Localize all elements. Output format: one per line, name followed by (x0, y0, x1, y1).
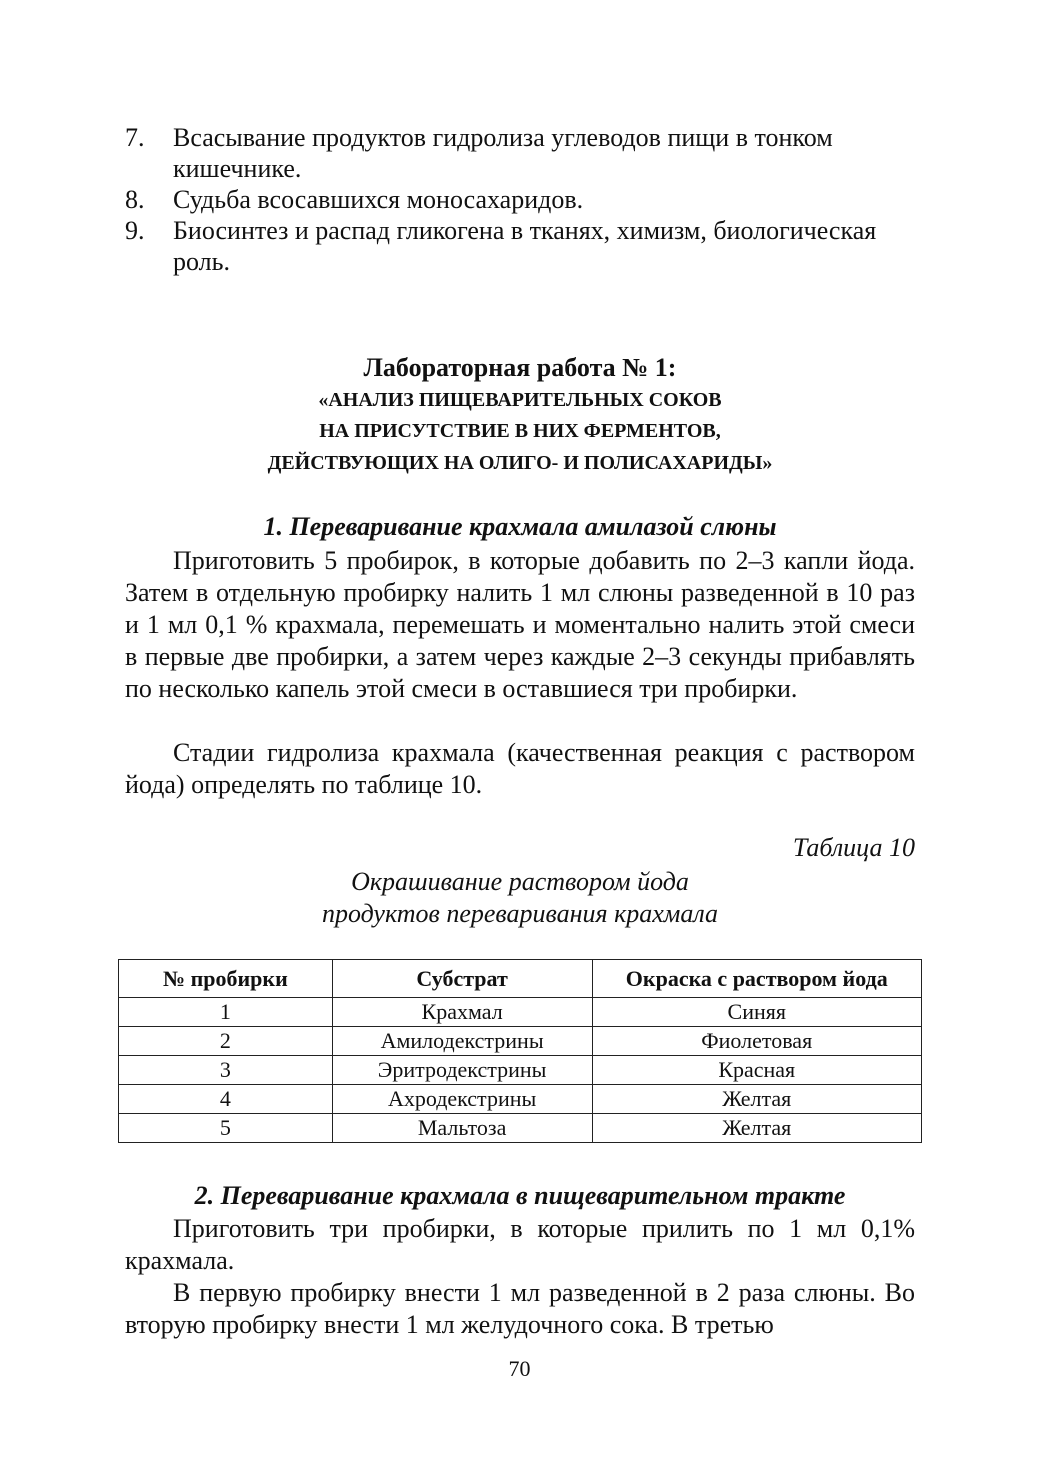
table-cell: 2 (119, 1027, 333, 1056)
table-cell: 3 (119, 1056, 333, 1085)
list-item-number: 8. (125, 185, 145, 214)
paragraph: Приготовить три пробирки, в которые прилить по 1 мл 0,1% крахмала. (125, 1214, 915, 1275)
list-item (125, 184, 920, 215)
table-cell: Крахмал (332, 998, 592, 1027)
lab-subtitle-line: «АНАЛИЗ ПИЩЕВАРИТЕЛЬНЫХ СОКОВ (318, 389, 722, 411)
table-cell: Желтая (592, 1114, 922, 1143)
table-row (119, 1114, 922, 1143)
table-cell: Ахродекстрины (332, 1085, 592, 1114)
lab-subtitle-line: НА ПРИСУТСТВИЕ В НИХ ФЕРМЕНТОВ, (319, 420, 721, 442)
table-label: Таблица 10 (792, 833, 915, 862)
table-caption-line: продуктов переваривания крахмала (321, 899, 719, 928)
table-cell: Синяя (592, 998, 922, 1027)
list-item-text: Всасывание продуктов гидролиза углеводов пищи в тонком кишечнике. (173, 123, 833, 183)
table-cell: Желтая (592, 1085, 922, 1114)
list-item-number: 9. (125, 216, 145, 245)
column-header: № пробирки (119, 960, 333, 998)
lab-title: Лабораторная работа № 1: (363, 353, 677, 382)
table-header-row (119, 960, 922, 998)
section-heading: 1. Переваривание крахмала амилазой слюны (263, 512, 777, 541)
list-item (125, 122, 920, 184)
list-item-text: Судьба всосавшихся моносахаридов. (173, 185, 584, 214)
column-header: Окраска с раствором йода (592, 960, 922, 998)
lab-subtitle-line: ДЕЙСТВУЮЩИХ НА ОЛИГО- И ПОЛИСАХАРИДЫ» (267, 452, 773, 474)
paragraph: В первую пробирку внести 1 мл разведенной в 2 раза слюны. Во вторую пробирку внести 1 мл желудочного сока. В третью (125, 1278, 915, 1339)
table-cell: Фиолетовая (592, 1027, 922, 1056)
table-cell: Амилодекстрины (332, 1027, 592, 1056)
table-caption-line: Окрашивание раствором йода (351, 867, 689, 896)
table-row (119, 1085, 922, 1114)
table-row (119, 1027, 922, 1056)
table-cell: 1 (119, 998, 333, 1027)
list-item (125, 215, 920, 277)
section-heading: 2. Переваривание крахмала в пищеварительном тракте (194, 1181, 846, 1210)
paragraph: Стадии гидролиза крахмала (качественная реакция с раствором йода) определять по таблице 10. (125, 738, 915, 799)
table-cell: 5 (119, 1114, 333, 1143)
question-list (125, 122, 920, 277)
table-row (119, 1056, 922, 1085)
list-item-number: 7. (125, 123, 145, 152)
list-item-text: Биосинтез и распад гликогена в тканях, химизм, биологическая роль. (173, 216, 877, 276)
table-cell: Мальтоза (332, 1114, 592, 1143)
paragraph: Приготовить 5 пробирок, в которые добавить по 2–3 капли йода. Затем в отдельную пробирку налить 1 мл слюны разведенной в 10 раз и 1 мл 0,1 % крахмала, перемешать и моментально налить этой смеси в первые две пробирки, а затем через каждые 2–3 секунды прибавлять по несколько капель этой смеси в оставшиеся три пробирки. (125, 546, 915, 703)
column-header: Субстрат (332, 960, 592, 998)
iodine-staining-table (118, 959, 922, 1143)
table-cell: Красная (592, 1056, 922, 1085)
table-cell: 4 (119, 1085, 333, 1114)
page-number: 70 (508, 1356, 531, 1381)
table-row (119, 998, 922, 1027)
table-cell: Эритродекстрины (332, 1056, 592, 1085)
